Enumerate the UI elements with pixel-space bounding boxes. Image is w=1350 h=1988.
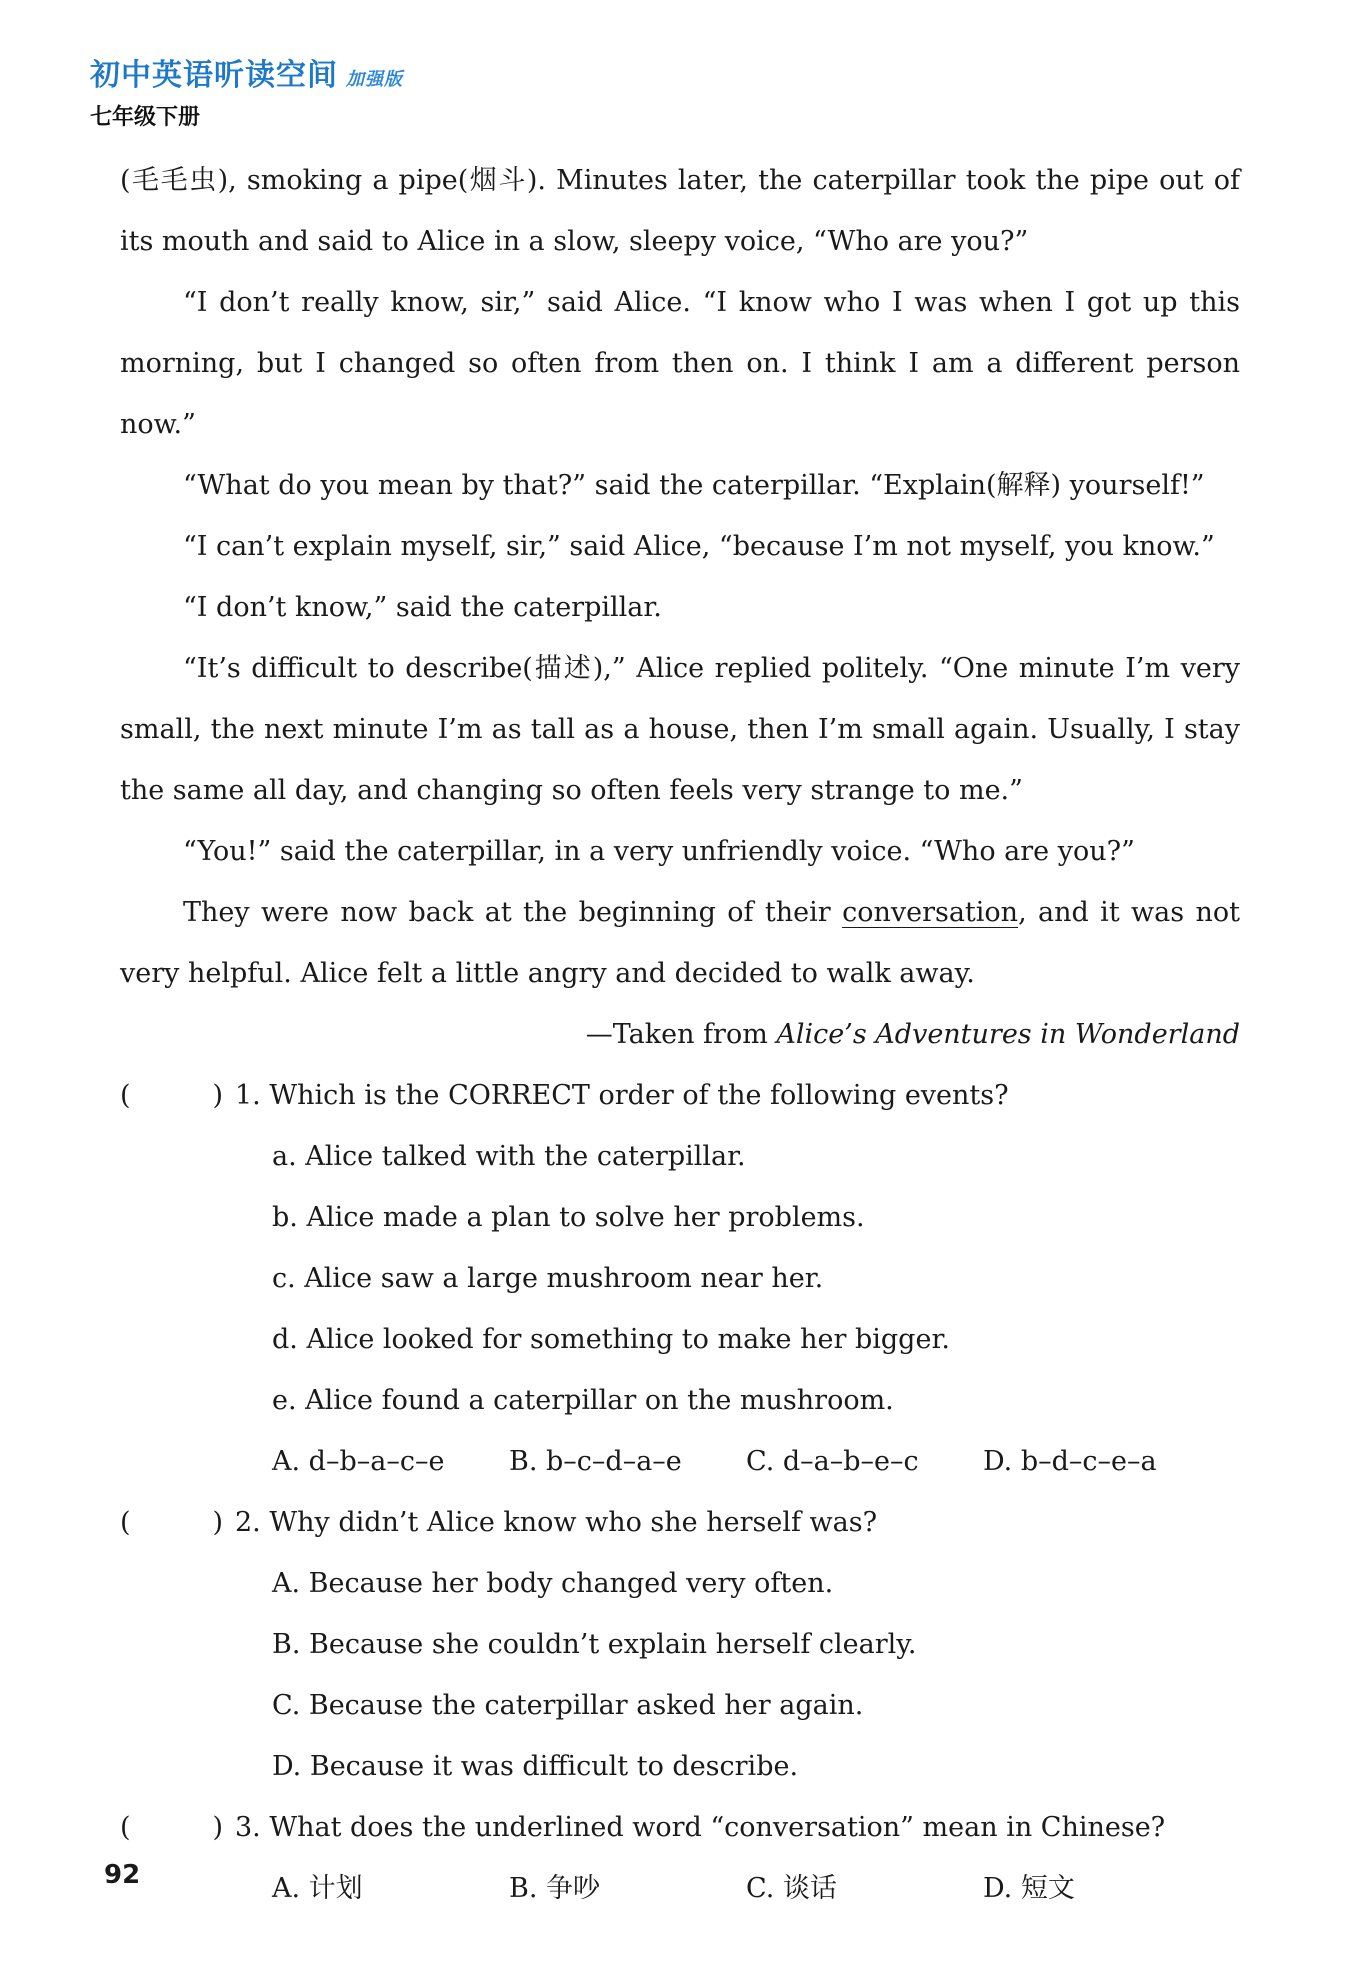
passage-paragraph: “I can’t explain myself, sir,” said Alice, “because I’m not myself, you know.” <box>183 531 1215 562</box>
paren-open: ( <box>120 1812 131 1843</box>
passage-paragraph: “You!” said the caterpillar, in a very unfriendly voice. “Who are you?” <box>183 836 1135 867</box>
book-title <box>90 50 403 94</box>
option-a: A. 计划 <box>272 1873 363 1904</box>
edition-label: 加强版 <box>346 69 403 90</box>
event-item: e. Alice found a caterpillar on the mushroom. <box>272 1385 894 1416</box>
book-title-text: 初中英语听读空间 <box>90 58 338 93</box>
passage-paragraph: “What do you mean by that?” said the caterpillar. “Explain(解释) yourself!” <box>183 470 1205 501</box>
book-name: Alice’s Adventures in Wonderland <box>776 1019 1240 1050</box>
page-header <box>90 50 403 131</box>
answer-blank[interactable] <box>120 1797 235 1858</box>
option-b: B. 争吵 <box>509 1873 601 1904</box>
option-a: A. d–b–a–c–e <box>272 1446 445 1477</box>
passage-last-paragraph <box>120 882 1240 1004</box>
question-text: 2. Why didn’t Alice know who she herself was? <box>235 1507 878 1538</box>
grade-label: 七年级下册 <box>90 105 201 130</box>
option-b: B. b–c–d–a–e <box>509 1446 682 1477</box>
event-item: d. Alice looked for something to make her bigger. <box>272 1324 950 1355</box>
option-d: D. b–d–c–e–a <box>983 1446 1157 1477</box>
option-d: D. Because it was difficult to describe. <box>272 1751 799 1782</box>
passage-paragraph: “I don’t know,” said the caterpillar. <box>183 592 662 623</box>
question-3 <box>120 1797 1240 1858</box>
question-text: 3. What does the underlined word “conversation” mean in Chinese? <box>235 1812 1166 1843</box>
option-c: C. d–a–b–e–c <box>746 1446 919 1477</box>
option-b: B. Because she couldn’t explain herself clearly. <box>272 1629 917 1660</box>
option-c: C. Because the caterpillar asked her again. <box>272 1690 864 1721</box>
source-prefix: —Taken from <box>585 1019 777 1050</box>
paren-close: ) <box>212 1507 223 1538</box>
event-item: a. Alice talked with the caterpillar. <box>272 1141 746 1172</box>
passage-paragraph: “I don’t really know, sir,” said Alice. “I know who I was when I got up this morning, but I changed so often from then on. I think I am a different person now.” <box>120 287 1240 440</box>
question-text: 1. Which is the CORRECT order of the following events? <box>235 1080 1009 1111</box>
option-c: C. 谈话 <box>746 1873 837 1904</box>
underlined-word: conversation <box>842 897 1019 928</box>
source-citation <box>120 1004 1240 1065</box>
options-row <box>120 1858 1240 1919</box>
reading-content <box>120 150 1240 1919</box>
event-item: c. Alice saw a large mushroom near her. <box>272 1263 824 1294</box>
answer-blank[interactable] <box>120 1065 235 1126</box>
option-a: A. Because her body changed very often. <box>272 1568 834 1599</box>
answer-blank[interactable] <box>120 1492 235 1553</box>
options-row <box>120 1431 1240 1492</box>
page-number: 92 <box>104 1860 141 1890</box>
option-d: D. 短文 <box>983 1873 1075 1904</box>
passage-paragraph: “It’s difficult to describe(描述),” Alice replied politely. “One minute I’m very small, the next minute I’m as tall as a house, then I’m small again. Usually, I stay the same all day, and changing so often feels very strange to me.” <box>120 653 1240 806</box>
text-span: They were now back at the beginning of their <box>183 897 843 928</box>
event-item: b. Alice made a plan to solve her problems. <box>272 1202 865 1233</box>
question-1 <box>120 1065 1240 1126</box>
paren-close: ) <box>212 1812 223 1843</box>
paren-close: ) <box>212 1080 223 1111</box>
paren-open: ( <box>120 1507 131 1538</box>
passage-paragraph: (毛毛虫), smoking a pipe(烟斗). Minutes later, the caterpillar took the pipe out of its mouth and said to Alice in a slow, sleepy voice, “Who are you?” <box>120 165 1240 257</box>
question-2 <box>120 1492 1240 1553</box>
text-span: , and it was not very helpful. Alice felt a little angry and decided to walk away. <box>120 897 1240 989</box>
paren-open: ( <box>120 1080 131 1111</box>
